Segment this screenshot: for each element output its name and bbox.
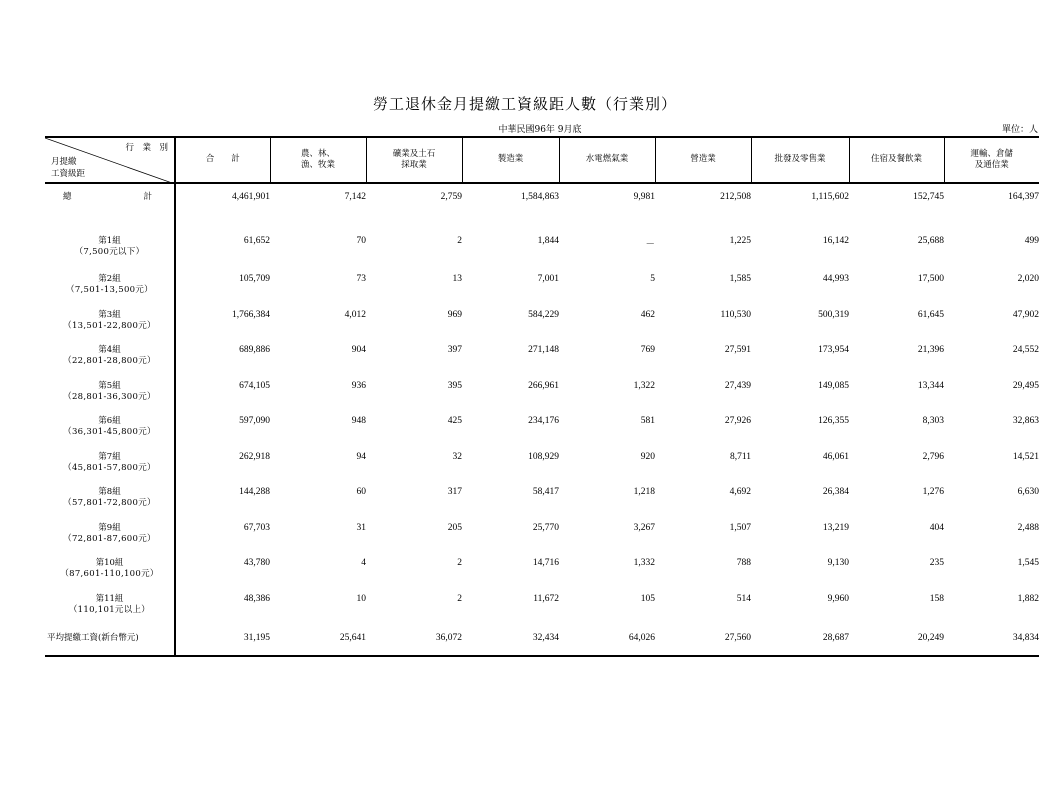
- table-cell: 27,560: [655, 627, 751, 656]
- table-cell: 1,225: [729, 236, 751, 246]
- table-cell: 1,115,602: [811, 192, 849, 202]
- table-row: [45, 308, 1039, 344]
- wage-group-name: 第4組: [98, 345, 121, 355]
- table-cell: 6,630: [1017, 487, 1039, 497]
- table-cell: 152,745: [913, 192, 944, 202]
- table-cell: 948: [351, 416, 366, 426]
- table-row: [45, 379, 1039, 415]
- table-cell: 27,439: [724, 380, 751, 391]
- table-cell: 7,001: [537, 274, 559, 284]
- table-row: [45, 343, 1039, 379]
- table-cell: 1,322: [633, 380, 655, 391]
- table-cell: 969: [447, 309, 462, 320]
- table-cell: 44,993: [822, 274, 849, 284]
- table-cell: 149,085: [818, 380, 849, 391]
- table-cell: 28,687: [751, 627, 849, 656]
- table-row: [45, 450, 1039, 486]
- table-cell: 25,688: [917, 236, 944, 246]
- table-cell: 94: [356, 451, 366, 462]
- table-cell: 584,229: [528, 309, 559, 320]
- table-cell: 1,882: [1017, 593, 1039, 604]
- wage-group-name: 第11組: [95, 593, 124, 604]
- wage-group-range: （13,501-22,800元）: [63, 320, 156, 331]
- row-label: [45, 379, 175, 415]
- wage-group-name: 第8組: [98, 487, 121, 497]
- column-header: [175, 137, 270, 183]
- table-cell: 64,026: [559, 627, 655, 656]
- column-header-line1: 礦業及土石: [392, 148, 436, 159]
- average-wage-row: [45, 627, 1039, 656]
- table-cell: 105: [640, 593, 655, 604]
- table-cell: 3,267: [633, 522, 655, 533]
- row-label: [45, 343, 175, 379]
- table-cell: 1,218: [633, 487, 655, 497]
- table-cell: 2,796: [922, 451, 944, 462]
- table-cell: 29,495: [1012, 380, 1039, 391]
- column-header-line1: 營造業: [690, 154, 716, 165]
- table-cell: 11,672: [533, 593, 559, 604]
- wage-group-name: 第3組: [98, 309, 121, 320]
- table-row: [45, 414, 1039, 450]
- table-cell: 500,319: [818, 309, 849, 320]
- table-cell: 32: [452, 451, 462, 462]
- table-cell: 173,954: [818, 345, 849, 355]
- wage-group-range: （7,501-13,500元）: [66, 285, 153, 296]
- table-cell: 8,303: [922, 416, 944, 426]
- statistics-table: [45, 136, 1039, 657]
- wage-group-range: （72,801-87,600元）: [63, 533, 156, 544]
- table-cell: 13,219: [822, 522, 849, 533]
- table-cell: 16,142: [822, 236, 849, 246]
- column-header-line1: 住宿及餐飲業: [870, 154, 922, 165]
- column-header: [849, 137, 944, 183]
- table-cell: 60: [356, 487, 366, 497]
- table-cell: 674,105: [239, 380, 270, 391]
- table-cell: 1,585: [729, 274, 751, 284]
- row-label: [45, 272, 175, 308]
- column-header-line1: 水電燃氣業: [585, 154, 629, 165]
- wage-group-name: 第2組: [98, 274, 121, 284]
- row-label: [45, 308, 175, 344]
- column-header: [751, 137, 849, 183]
- wage-group-name: 第10組: [95, 558, 124, 568]
- header-row: [45, 137, 1039, 183]
- table-cell: 27,591: [724, 345, 751, 355]
- table-cell: 21,396: [917, 345, 944, 355]
- table-row: [45, 226, 1039, 272]
- table-cell: 2: [457, 558, 462, 568]
- table-cell: 158: [929, 593, 944, 604]
- column-header-line1: 批發及零售業: [774, 154, 826, 165]
- table-cell: 17,500: [917, 274, 944, 284]
- wage-group-name: 第1組: [98, 236, 121, 246]
- period-label: 中華民國96年 9月底: [498, 125, 582, 135]
- table-cell: 105,709: [239, 274, 270, 284]
- table-cell: 4: [361, 558, 366, 568]
- table-cell: 27,926: [724, 416, 751, 426]
- row-label: [45, 414, 175, 450]
- table-cell: 689,886: [239, 345, 270, 355]
- column-header: [270, 137, 366, 183]
- table-cell: 13: [452, 274, 462, 284]
- column-header-line1: 農、林、: [300, 148, 335, 159]
- table-cell: 9,960: [827, 593, 849, 604]
- wage-group-name: 第5組: [98, 380, 121, 391]
- stub-header-line1: 月提繳: [51, 157, 77, 167]
- table-cell: 2,488: [1017, 522, 1039, 533]
- table-cell: 2,759: [440, 192, 462, 202]
- column-header: [559, 137, 655, 183]
- wage-group-range: （57,801-72,800元）: [63, 498, 156, 509]
- table-cell: 58,417: [532, 487, 559, 497]
- table-title: 勞工退休金月提繳工資級距人數（行業別）: [372, 95, 677, 113]
- table-cell: 9,130: [827, 558, 849, 568]
- table-cell: 514: [736, 593, 751, 604]
- table-cell: 4,012: [344, 309, 366, 320]
- total-row: [45, 183, 1039, 226]
- table-cell: 234,176: [528, 416, 559, 426]
- table-cell: －: [645, 240, 655, 250]
- unit-label: 單位：人: [1001, 125, 1038, 135]
- table-cell: 34,834: [944, 627, 1039, 656]
- table-cell: 262,918: [239, 451, 270, 462]
- row-label: [45, 226, 175, 272]
- table-cell: 70: [356, 236, 366, 246]
- table-cell: 10: [356, 593, 366, 604]
- table-cell: 235: [929, 558, 944, 568]
- table-cell: 2: [457, 236, 462, 246]
- table-cell: 67,703: [243, 522, 270, 533]
- column-header: [944, 137, 1039, 183]
- table-cell: 108,929: [528, 451, 559, 462]
- table-cell: 395: [447, 380, 462, 391]
- row-label: [45, 450, 175, 486]
- column-header: [655, 137, 751, 183]
- wage-group-name: 第7組: [98, 451, 121, 462]
- table-cell: 1,584,863: [521, 192, 559, 202]
- table-cell: 425: [447, 416, 462, 426]
- table-cell: 61,652: [243, 236, 270, 246]
- table-cell: 499: [1024, 236, 1039, 246]
- table-cell: 32,863: [1012, 416, 1039, 426]
- table-cell: 2: [457, 593, 462, 604]
- table-cell: 32,434: [462, 627, 559, 656]
- table-cell: 164,397: [1008, 192, 1039, 202]
- row-label: 平均提繳工資(新台幣元): [45, 627, 175, 656]
- table-cell: 144,288: [239, 487, 270, 497]
- table-cell: 462: [640, 309, 655, 320]
- table-cell: 581: [640, 416, 655, 426]
- wage-group-range: （7,500元以下）: [74, 247, 145, 258]
- table-cell: 24,552: [1012, 345, 1039, 355]
- table-cell: 1,844: [537, 236, 559, 246]
- table-row: [45, 485, 1039, 521]
- total-label-right: 計: [143, 192, 152, 202]
- table-cell: 25,770: [532, 522, 559, 533]
- table-cell: 5: [650, 274, 655, 284]
- table-cell: 1,766,384: [232, 309, 270, 320]
- table-cell: 205: [447, 522, 462, 533]
- table-cell: 788: [736, 558, 751, 568]
- table-cell: 61,645: [917, 309, 944, 320]
- table-cell: 126,355: [818, 416, 849, 426]
- column-header-line2: 漁、牧業: [300, 160, 335, 170]
- table-cell: 14,716: [532, 558, 559, 568]
- stub-header-wage-range: [51, 157, 85, 181]
- table-cell: 597,090: [239, 416, 270, 426]
- table-cell: 47,902: [1012, 309, 1039, 320]
- table-cell: 26,384: [822, 487, 849, 497]
- table-cell: 4,692: [729, 487, 751, 497]
- table-cell: 271,148: [528, 345, 559, 355]
- table-cell: 36,072: [366, 627, 462, 656]
- row-label: [45, 521, 175, 557]
- table-cell: 48,386: [243, 593, 270, 604]
- column-header-line1: 製造業: [497, 154, 524, 165]
- stub-header: [45, 137, 175, 183]
- column-header: [366, 137, 462, 183]
- table-cell: 1,332: [633, 558, 655, 568]
- total-label-left: 總: [63, 192, 72, 202]
- table-row: [45, 272, 1039, 308]
- table-cell: 1,545: [1017, 558, 1039, 568]
- table-cell: 317: [447, 487, 462, 497]
- table-cell: 25,641: [270, 627, 366, 656]
- table-cell: 2,020: [1017, 274, 1039, 284]
- table-cell: 9,981: [633, 192, 655, 202]
- table-cell: 397: [447, 345, 462, 355]
- table-row: [45, 592, 1039, 628]
- wage-group-range: （87,601-110,100元）: [60, 569, 159, 580]
- stub-header-line2: 工資級距: [51, 168, 86, 179]
- table-cell: 1,276: [922, 487, 944, 497]
- table-cell: 14,521: [1012, 451, 1039, 462]
- wage-group-range: （22,801-28,800元）: [63, 356, 156, 367]
- column-header-line2: 採取業: [401, 160, 427, 170]
- column-header-line2: 及通信業: [974, 160, 1009, 170]
- stub-header-industry: 行 業 別: [125, 143, 168, 153]
- table-cell: 212,508: [720, 192, 751, 202]
- row-label: [45, 485, 175, 521]
- table-cell: 13,344: [917, 380, 944, 391]
- column-header-line1: 合 計: [205, 154, 240, 165]
- wage-group-name: 第9組: [98, 522, 121, 533]
- table-cell: 73: [356, 274, 366, 284]
- row-label: [45, 183, 175, 226]
- wage-group-range: （28,801-36,300元）: [63, 391, 156, 402]
- table-cell: 266,961: [528, 380, 559, 391]
- table-cell: 8,711: [729, 451, 751, 462]
- table-row: [45, 521, 1039, 557]
- row-label: [45, 556, 175, 592]
- wage-group-range: （45,801-57,800元）: [63, 462, 156, 473]
- table-cell: 920: [640, 451, 655, 462]
- table-cell: 936: [351, 380, 366, 391]
- table-cell: 20,249: [849, 627, 944, 656]
- table-cell: 1,507: [729, 522, 751, 533]
- table-row: [45, 556, 1039, 592]
- column-header: [462, 137, 559, 183]
- table-cell: 4,461,901: [232, 192, 270, 202]
- column-header-line1: 運輸、倉儲: [970, 148, 1013, 159]
- table-cell: 904: [351, 345, 366, 355]
- wage-group-range: （110,101元以上）: [68, 604, 151, 615]
- row-label: [45, 592, 175, 628]
- wage-group-range: （36,301-45,800元）: [63, 427, 156, 438]
- table-cell: 31: [356, 522, 366, 533]
- table-cell: 110,530: [720, 309, 751, 320]
- table-cell: 7,142: [344, 192, 366, 202]
- table-cell: 43,780: [243, 558, 270, 568]
- table-cell: 46,061: [822, 451, 849, 462]
- table-cell: 404: [929, 522, 944, 533]
- table-cell: 31,195: [175, 627, 270, 656]
- table-cell: 769: [640, 345, 655, 355]
- wage-group-name: 第6組: [98, 416, 121, 426]
